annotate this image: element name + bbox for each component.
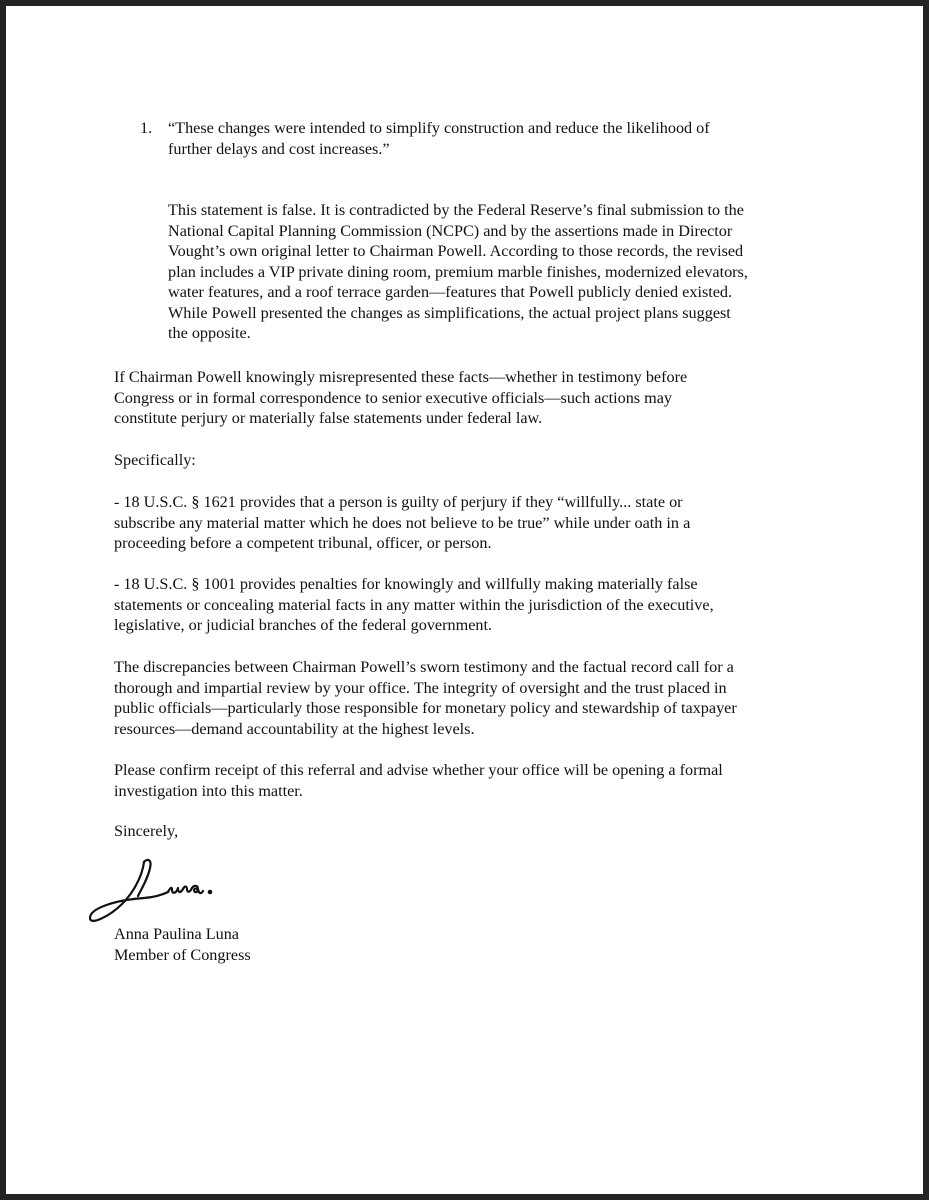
usc-1621-paragraph: - 18 U.S.C. § 1621 provides that a person is guilty of perjury if they “willfully... state or subscribe any material matter which he does not believe to be true” while under oath in a proceeding before a competent tribunal, officer, or person. xyxy=(114,493,691,552)
specifically-label: Specifically: xyxy=(114,451,196,469)
list-item-number: 1. xyxy=(140,119,153,137)
signer-title: Member of Congress xyxy=(114,946,251,964)
confirm-receipt-paragraph: Please confirm receipt of this referral and advise whether your office will be opening a formal investigation into this matter. xyxy=(114,761,723,800)
usc-1001-paragraph: - 18 U.S.C. § 1001 provides penalties for knowingly and willfully making materially false statements or concealing material facts in any matter within the jurisdiction of the executive, legislative, or judicial branches of the federal government. xyxy=(114,575,714,634)
quoted-statement: “These changes were intended to simplify construction and reduce the likelihood of further delays and cost increases.” xyxy=(168,119,710,158)
misrepresentation-paragraph: If Chairman Powell knowingly misrepresented these facts—whether in testimony before Congress or in formal correspondence to senior executive officials—such actions may constitute perjury or materially false statements under federal law. xyxy=(114,368,688,427)
closing-salutation: Sincerely, xyxy=(114,822,179,840)
discrepancies-paragraph: The discrepancies between Chairman Powell’s sworn testimony and the factual record call for a thorough and impartial review by your office. The integrity of oversight and the trust placed in public officials—particularly those responsible for monetary policy and stewardship of taxpayer resources—demand accountability at the highest levels. xyxy=(114,658,737,738)
handwritten-signature xyxy=(82,848,242,932)
signer-name: Anna Paulina Luna xyxy=(114,925,239,943)
rebuttal-paragraph: This statement is false. It is contradicted by the Federal Reserve’s final submission to the National Capital Planning Commission (NCPC) and by the assertions made in Director Vought’s own original letter to Chairman Powell. According to those records, the revised plan includes a VIP private dining room, premium marble finishes, modernized elevators, water features, and a roof terrace garden—features that Powell publicly denied existed. While Powell presented the changes as simplifications, the actual project plans suggest the opposite. xyxy=(168,201,748,342)
